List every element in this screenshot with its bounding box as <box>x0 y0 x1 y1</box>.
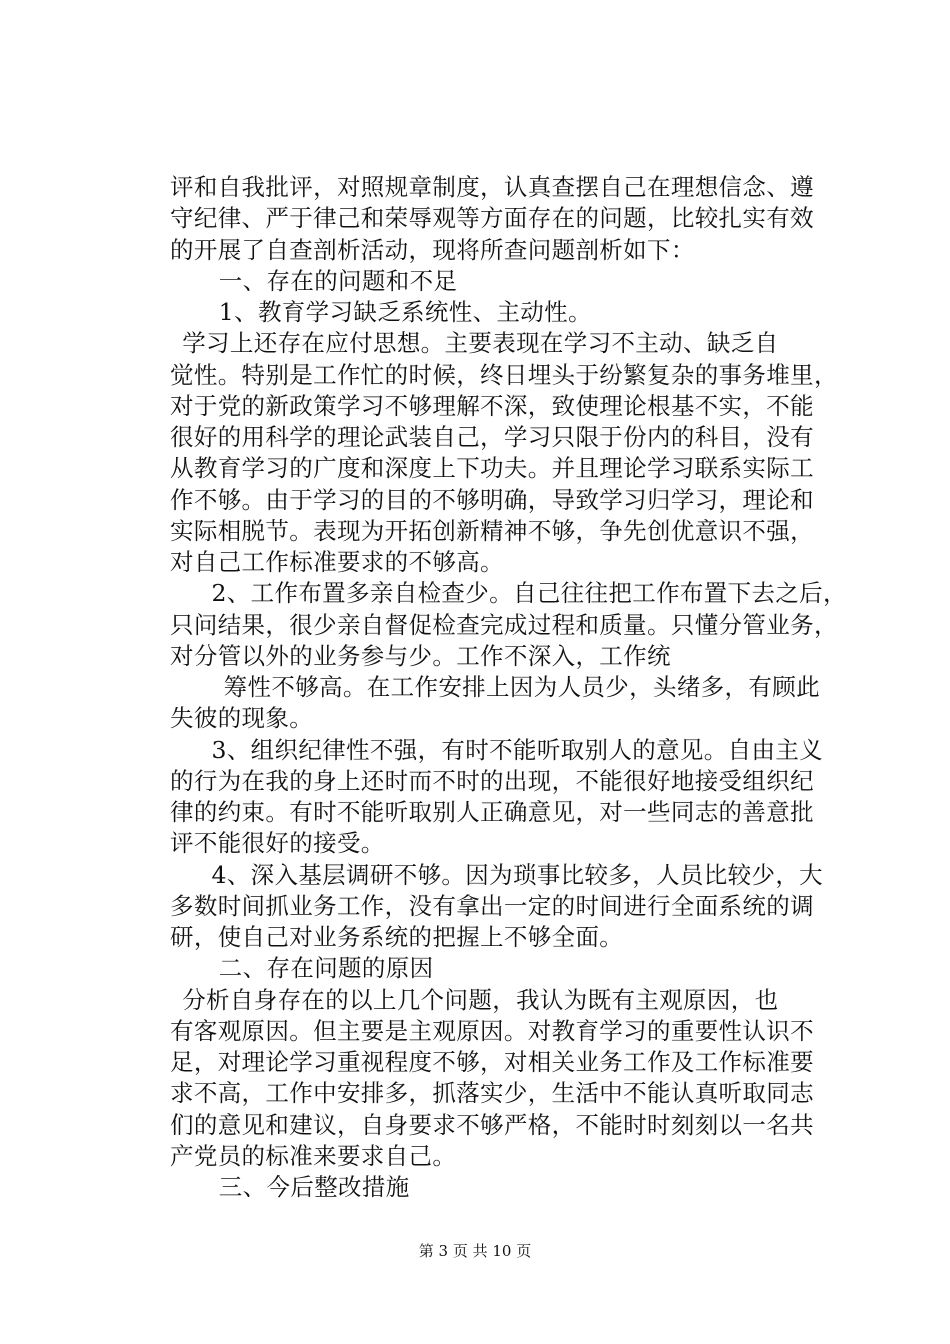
text-line: 失彼的现象。 <box>170 704 314 733</box>
text-line: 很好的用科学的理论武装自己，学习只限于份内的科目，没有 <box>170 423 814 451</box>
text-line: 的行为在我的身上还时而不时的出现，不能很好地接受组织纪 <box>170 766 814 795</box>
text-line: 分析自身存在的以上几个问题，我认为既有主观原因，也 <box>182 985 779 1014</box>
text-line: 多数时间抓业务工作，没有拿出一定的时间进行全面系统的调 <box>170 891 814 920</box>
text-line: 对分管以外的业务参与少。工作不深入，工作统 <box>170 641 671 670</box>
text-line: 学习上还存在应付思想。主要表现在学习不主动、缺乏自 <box>182 329 779 358</box>
text-line: 足，对理论学习重视程度不够，对相关业务工作及工作标准要 <box>170 1048 814 1076</box>
text-line: 对于党的新政策学习不够理解不深，致使理论根基不实，不能 <box>170 391 814 420</box>
text-line: 2、工作布置多亲自检查少。自己往往把工作布置下去之后， <box>211 579 847 608</box>
text-line: 的开展了自查剖析活动，现将所查问题剖析如下： <box>170 235 695 264</box>
text-line: 评和自我批评，对照规章制度，认真查摆自己在理想信念、遵 <box>170 173 814 201</box>
text-line: 只问结果，很少亲自督促检查完成过程和质量。只懂分管业务， <box>170 610 838 639</box>
text-line: 1、教育学习缺乏系统性、主动性。 <box>218 298 592 326</box>
text-line: 4、深入基层调研不够。因为琐事比较多，人员比较少，大 <box>211 860 824 889</box>
text-line: 律的约束。有时不能听取别人正确意见，对一些同志的善意批 <box>170 798 814 826</box>
text-line: 筹性不够高。在工作安排上因为人员少，头绪多，有顾此 <box>223 673 820 701</box>
text-line: 评不能很好的接受。 <box>170 829 385 858</box>
text-line: 3、组织纪律性不强，有时不能听取别人的意见。自由主义 <box>211 735 824 764</box>
text-line: 一、存在的问题和不足 <box>218 266 458 295</box>
text-line: 研，使自己对业务系统的把握上不够全面。 <box>170 923 624 951</box>
text-line: 实际相脱节。表现为开拓创新精神不够，争先创优意识不强， <box>170 516 814 545</box>
text-line: 觉性。特别是工作忙的时候，终日埋头于纷繁复杂的事务堆里， <box>170 360 838 389</box>
text-line: 求不高，工作中安排多，抓落实少，生活中不能认真听取同志 <box>170 1079 814 1108</box>
text-line: 二、存在问题的原因 <box>218 954 434 983</box>
page-footer: 第 3 页 共 10 页 <box>418 1242 532 1260</box>
text-line: 产党员的标准来要求自己。 <box>170 1141 457 1170</box>
text-line: 作不够。由于学习的目的不够明确，导致学习归学习，理论和 <box>170 485 814 514</box>
text-line: 对自己工作标准要求的不够高。 <box>170 548 504 576</box>
document-body <box>170 172 847 1203</box>
text-line: 们的意见和建议，自身要求不够严格，不能时时刻刻以一名共 <box>170 1110 814 1139</box>
text-line: 从教育学习的广度和深度上下功夫。并且理论学习联系实际工 <box>170 454 814 483</box>
text-line: 守纪律、严于律己和荣辱观等方面存在的问题，比较扎实有效 <box>170 204 814 233</box>
text-line: 三、今后整改措施 <box>218 1173 410 1201</box>
text-line: 有客观原因。但主要是主观原因。对教育学习的重要性认识不 <box>170 1016 814 1045</box>
